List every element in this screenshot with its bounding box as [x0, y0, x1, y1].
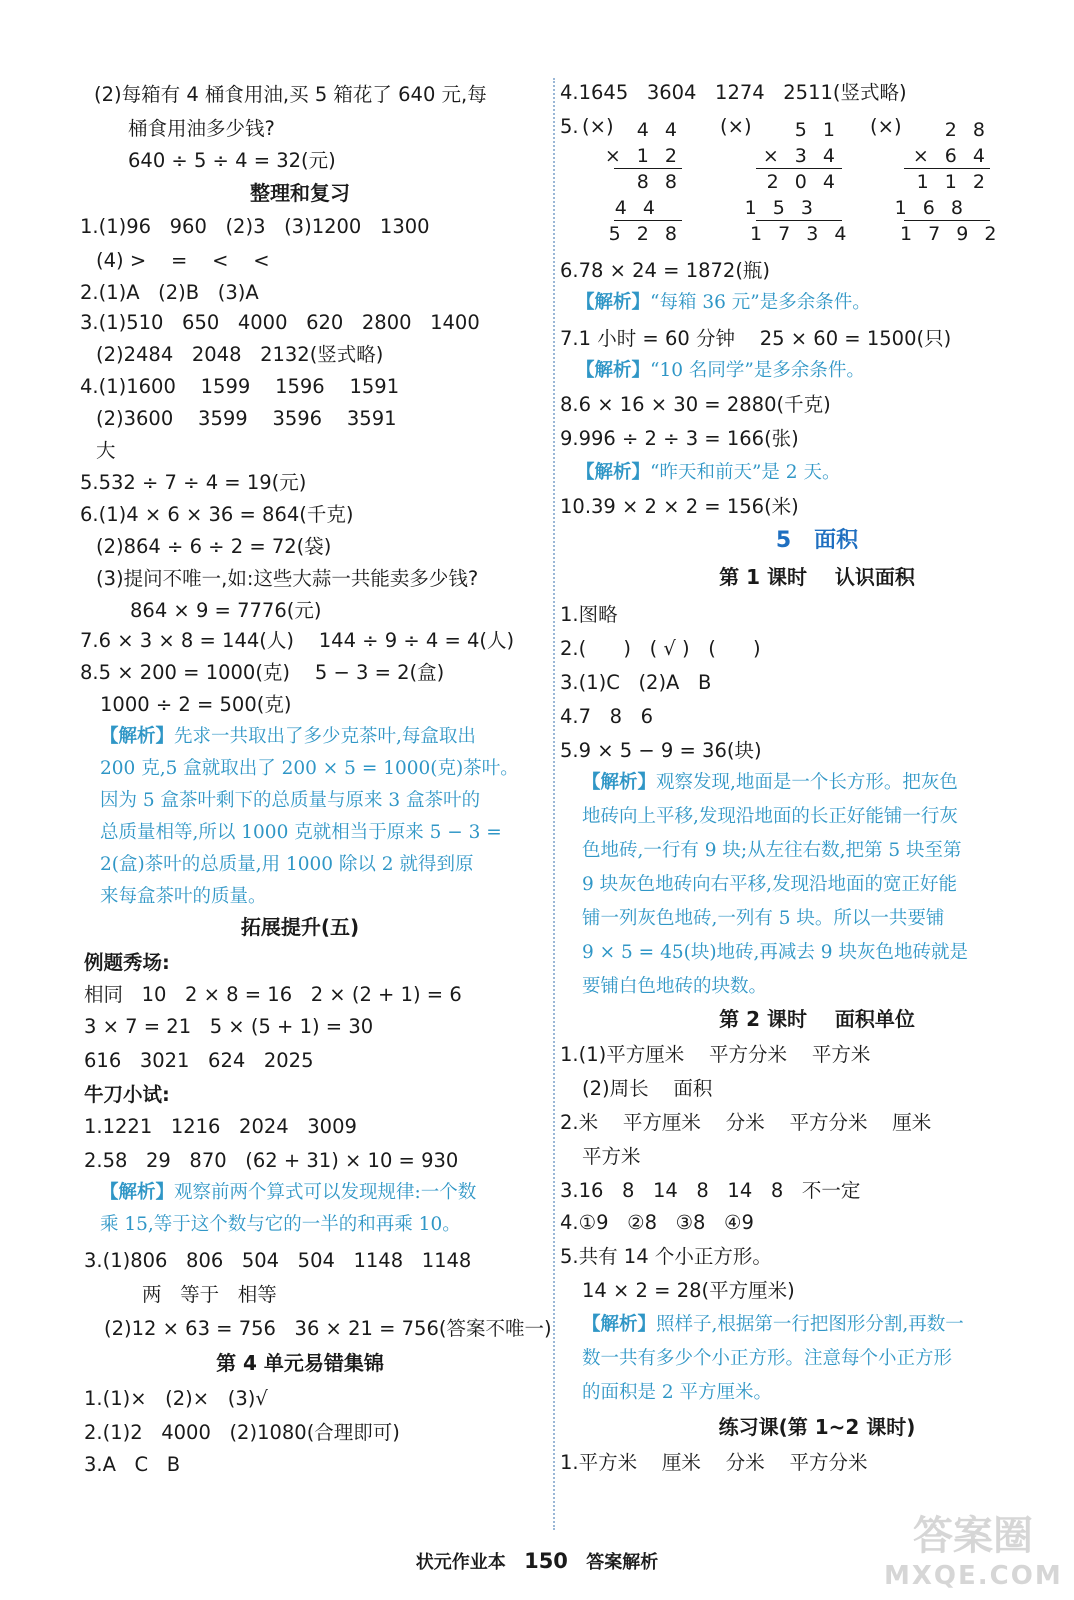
vm-row: 2 8: [944, 119, 990, 141]
answer-line: 864 × 9 = 7776(元): [130, 599, 322, 622]
hint-line: 总质量相等,所以 1000 克就相当于原来 5 − 3 =: [100, 822, 502, 843]
section-title: 第 4 单元易错集锦: [216, 1351, 384, 1375]
answer-line: 640 ÷ 5 ÷ 4 = 32(元): [128, 149, 336, 172]
answer-line: 3.(1)806 806 504 504 1148 1148: [84, 1249, 472, 1272]
hint-line: 色地砖,一行有 9 块;从左往右数,把第 5 块至第: [582, 840, 962, 861]
answer-line: 2.(1)A (2)B (3)A: [80, 281, 259, 304]
vm-row: 2 0 4: [766, 171, 840, 193]
answer-line: 3.A C B: [84, 1453, 181, 1476]
subsection-title: 例题秀场:: [84, 951, 170, 974]
hint-tag: 【解析】: [582, 772, 657, 793]
vm-rule: [756, 168, 842, 169]
hint-text: 观察前两个算式可以发现规律:一个数: [174, 1182, 477, 1203]
unit-title: 5 面积: [775, 528, 859, 553]
answer-line: 616 3021 624 2025: [84, 1049, 314, 1072]
hint-line: 数一共有多少个小正方形。注意每个小正方形: [582, 1348, 953, 1369]
hint-text: 先求一共取出了多少克茶叶,每盒取出: [174, 726, 476, 747]
footer-section: 答案解析: [586, 1552, 659, 1573]
vm-rule: [904, 220, 990, 221]
vm-row: 4 4: [614, 197, 660, 219]
answer-line: 5.532 ÷ 7 ÷ 4 = 19(元): [80, 471, 307, 494]
hint-text: “每箱 36 元”是多余条件。: [650, 292, 871, 313]
vm-rule: [614, 168, 682, 169]
book-title: 状元作业本: [415, 1552, 506, 1573]
vm-row: 1 5 3: [744, 197, 818, 219]
answer-line: 3.(1)C (2)A B: [560, 671, 712, 694]
answer-line: 3 × 7 = 21 5 × (5 + 1) = 30: [84, 1015, 374, 1038]
vm-row: 5 2 8: [608, 223, 682, 245]
answer-line: 两 等于 相等: [142, 1283, 277, 1306]
answer-line: 8.5 × 200 = 1000(克) 5 − 3 = 2(盒): [80, 661, 445, 684]
hint-line: 要铺白色地砖的块数。: [582, 976, 768, 997]
hint-line: 9 块灰色地砖向右平移,发现沿地面的宽正好能: [582, 874, 958, 895]
answer-line: 4.7 8 6: [560, 705, 654, 728]
vm-rule: [614, 220, 682, 221]
hint-line: [576, 290, 871, 316]
answer-line: 7.1 小时 = 60 分钟 25 × 60 = 1500(只): [560, 327, 952, 350]
answer-line: (2)12 × 63 = 756 36 × 21 = 756(答案不唯一): [104, 1317, 552, 1340]
hint-line: 的面积是 2 平方厘米。: [582, 1382, 773, 1403]
hint-line: 200 克,5 盒就取出了 200 × 5 = 1000(克)茶叶。: [100, 758, 519, 779]
answer-line: 大: [96, 439, 116, 462]
mark-wrong: (×): [582, 115, 614, 138]
lesson-title: 第 2 课时 面积单位: [719, 1007, 915, 1031]
vm-row: 1 7 3 4: [750, 223, 852, 245]
answer-line: 5.9 × 5 − 9 = 36(块): [560, 739, 762, 762]
hint-line: 9 × 5 = 45(块)地砖,再减去 9 块灰色地砖就是: [582, 942, 968, 963]
vm-row: × 3 4: [762, 145, 840, 167]
lesson-title: 练习课(第 1~2 课时): [718, 1415, 916, 1439]
vm-rule: [904, 168, 990, 169]
hint-text: 观察发现,地面是一个长方形。把灰色: [656, 772, 958, 793]
answer-line: 10.39 × 2 × 2 = 156(米): [560, 495, 799, 518]
watermark-text: 答案圈: [913, 1513, 1033, 1559]
hint-line: [582, 770, 958, 796]
mark-wrong: (×): [870, 115, 902, 138]
answer-line: 4.1645 3604 1274 2511(竖式略): [560, 81, 907, 104]
answer-line: 相同 10 2 × 8 = 16 2 × (2 + 1) = 6: [84, 983, 462, 1006]
answer-line: 1.(1)× (2)× (3)√: [84, 1387, 268, 1410]
answer-line: (2)864 ÷ 6 ÷ 2 = 72(袋): [96, 535, 332, 558]
hint-line: 2(盒)茶叶的总质量,用 1000 除以 2 就得到原: [100, 854, 474, 875]
hint-line: 乘 15,等于这个数与它的一半的和再乘 10。: [100, 1214, 461, 1235]
answer-line: 1.(1)平方厘米 平方分米 平方米: [560, 1043, 871, 1066]
hint-line: 因为 5 盒茶叶剩下的总质量与原来 3 盒茶叶的: [100, 790, 481, 811]
answer-line: 8.6 × 16 × 30 = 2880(千克): [560, 393, 831, 416]
vm-row: 1 6 8: [894, 197, 968, 219]
watermark-logo: [884, 1513, 1063, 1594]
hint-line: 来每盒茶叶的质量。: [100, 886, 267, 907]
answer-line: 平方米: [582, 1145, 641, 1168]
answer-line: 4.(1)1600 1599 1596 1591: [80, 375, 400, 398]
hint-line: [582, 1312, 964, 1338]
answer-line: 7.6 × 3 × 8 = 144(人) 144 ÷ 9 ÷ 4 = 4(人): [80, 629, 515, 652]
answer-line: 1.(1)96 960 (2)3 (3)1200 1300: [80, 215, 430, 238]
hint-line: [100, 1180, 476, 1206]
hint-tag: 【解析】: [576, 462, 651, 483]
answer-line: 1000 ÷ 2 = 500(克): [100, 693, 292, 716]
answer-line: 4.①9 ②8 ③8 ④9: [560, 1211, 754, 1234]
hint-text: “昨天和前天”是 2 天。: [650, 462, 841, 483]
hint-tag: 【解析】: [582, 1314, 657, 1335]
answer-line: 1.1221 1216 2024 3009: [84, 1115, 357, 1138]
answer-line: 6.78 × 24 = 1872(瓶): [560, 259, 771, 282]
vm-row: 8 8: [636, 171, 682, 193]
answer-line: 14 × 2 = 28(平方厘米): [582, 1279, 795, 1302]
hint-tag: 【解析】: [100, 726, 175, 747]
hint-line: [100, 724, 476, 750]
answer-line: 3.16 8 14 8 14 8 不一定: [560, 1179, 861, 1202]
answer-line: (3)提问不唯一,如:这些大蒜一共能卖多少钱?: [96, 567, 479, 590]
hint-line: 地砖向上平移,发现沿地面的长正好能铺一行灰: [582, 806, 958, 827]
answer-line: (4) > = < <: [96, 249, 270, 272]
answer-line: 6.(1)4 × 6 × 36 = 864(千克): [80, 503, 354, 526]
watermark-url: MXQE.COM: [884, 1561, 1063, 1591]
answer-line: 2.米 平方厘米 分米 平方分米 厘米: [560, 1111, 932, 1134]
answer-line: 1.图略: [560, 603, 618, 626]
hint-line: [576, 460, 840, 486]
section-title: 整理和复习: [250, 181, 350, 205]
answer-line: (2)3600 3599 3596 3591: [96, 407, 397, 430]
answer-line: (2)2484 2048 2132(竖式略): [96, 343, 384, 366]
vm-row: 1 1 2: [916, 171, 990, 193]
answer-line: (2)周长 面积: [582, 1077, 713, 1100]
vm-row: × 6 4: [912, 145, 990, 167]
hint-line: [576, 358, 865, 384]
answer-line: 2.58 29 870 (62 + 31) × 10 = 930: [84, 1149, 459, 1172]
hint-text: 照样子,根据第一行把图形分割,再数一: [656, 1314, 964, 1335]
answer-line: 2.(1)2 4000 (2)1080(合理即可): [84, 1421, 400, 1444]
vm-row: × 1 2: [604, 145, 682, 167]
vm-row: 1 7 9 2: [900, 223, 1002, 245]
answer-line: 5.共有 14 个小正方形。: [560, 1245, 772, 1268]
answer-line: 桶食用油多少钱?: [128, 117, 275, 140]
subsection-title: 牛刀小试:: [84, 1083, 170, 1106]
section-title: 拓展提升(五): [240, 915, 360, 939]
vm-rule: [756, 220, 842, 221]
mark-wrong: (×): [720, 115, 752, 138]
vm-row: 5 1: [794, 119, 840, 141]
answer-line: 3.(1)510 650 4000 620 2800 1400: [80, 311, 480, 334]
answer-label: 5.: [560, 115, 579, 138]
hint-tag: 【解析】: [576, 360, 651, 381]
hint-line: 铺一列灰色地砖,一列有 5 块。所以一共要铺: [582, 908, 945, 929]
answer-line: 9.996 ÷ 2 ÷ 3 = 166(张): [560, 427, 799, 450]
hint-tag: 【解析】: [100, 1182, 175, 1203]
vm-row: 4 4: [636, 119, 682, 141]
answer-line: (2)每箱有 4 桶食用油,买 5 箱花了 640 元,每: [94, 83, 487, 106]
page-number: 150: [524, 1549, 568, 1573]
hint-text: “10 名同学”是多余条件。: [650, 360, 865, 381]
answer-line: 2.( ) ( √ ) ( ): [560, 637, 761, 660]
answer-line: 1.平方米 厘米 分米 平方分米: [560, 1451, 868, 1474]
lesson-title: 第 1 课时 认识面积: [719, 565, 915, 589]
column-divider: [553, 78, 555, 1530]
hint-tag: 【解析】: [576, 292, 651, 313]
